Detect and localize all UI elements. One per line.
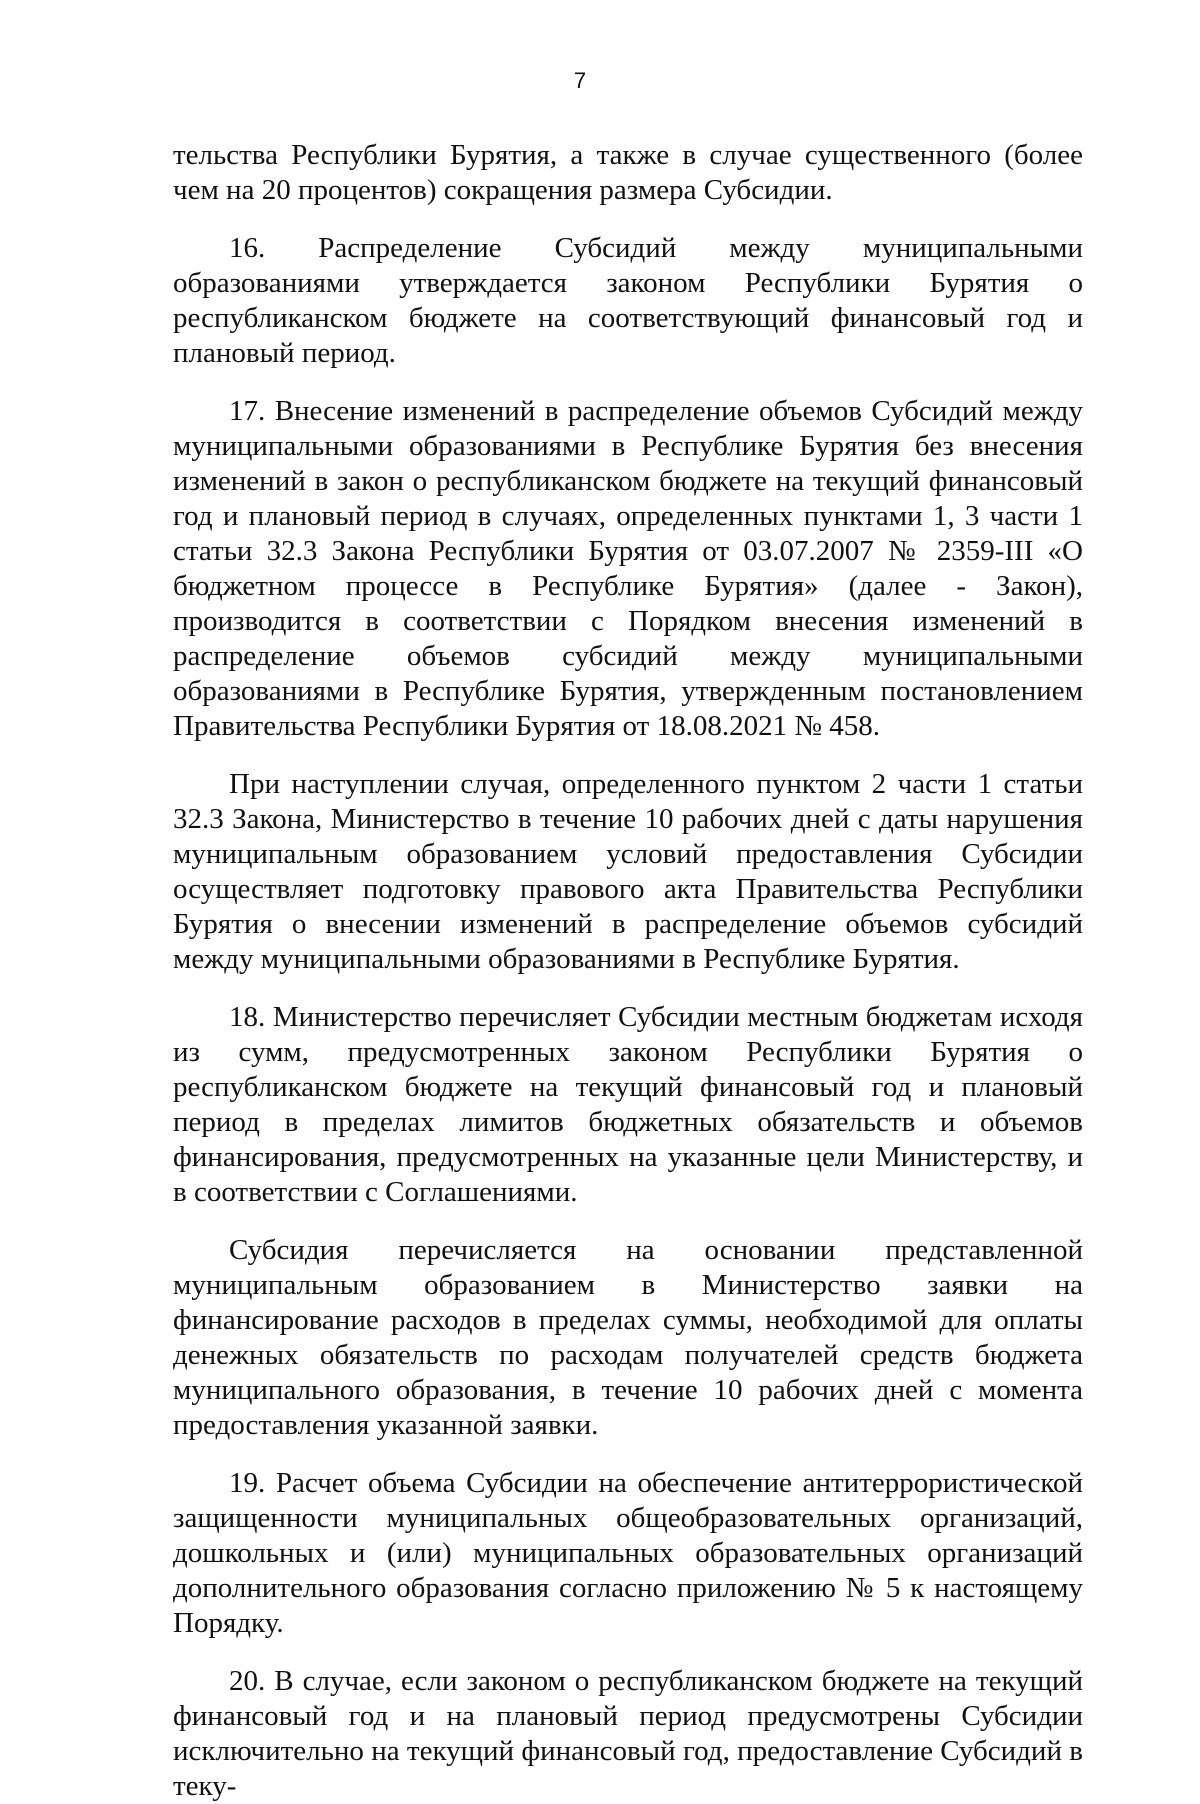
paragraph-item-18-transfer: Субсидия перечисляется на основании представленной муниципальным образованием в Министерство заявки на финансирование расходов в пределах суммы, необходимой для оплаты денежных обязательств по расходам получателей средств бюджета муниципального образования, в течение 10 рабочих дней с момента предоставления указанной заявки.	[173, 1234, 1083, 1441]
paragraph-item-19: 19. Расчет объема Субсидии на обеспечение антитеррористической защищенности муниципальных общеобразовательных организаций, дошкольных и (или) муниципальных образовательных организаций дополнительного образования согласно приложению № 5 к настоящему Порядку.	[173, 1467, 1083, 1639]
paragraph-continuation: тельства Республики Бурятия, а также в случае существенного (более чем на 20 процентов) сокращения размера Субсидии.	[173, 139, 1083, 206]
paragraph-item-17: 17. Внесение изменений в распределение объемов Субсидий между муниципальными образованиями в Республике Бурятия без внесения изменений в закон о республиканском бюджете на текущий финансовый год и плановый период в случаях, определенных пунктами 1, 3 части 1 статьи 32.3 Закона Республики Бурятия от 03.07.2007 № 2359-III «О бюджетном процессе в Республике Бурятия» (далее - Закон), производится в соответствии с Порядком внесения изменений в распределение объемов субсидий между муниципальными образованиями в Республике Бурятия, утвержденным постановлением Правительства Республики Бурятия от 18.08.2021 № 458.	[173, 395, 1083, 742]
paragraph-item-18: 18. Министерство перечисляет Субсидии местным бюджетам исходя из сумм, предусмотренных законом Республики Бурятия о республиканском бюджете на текущий финансовый год и плановый период в пределах лимитов бюджетных обязательств и объемов финансирования, предусмотренных на указанные цели Министерству, и в соответствии с Соглашениями.	[173, 1001, 1083, 1208]
paragraph-item-16: 16. Распределение Субсидий между муниципальными образованиями утверждается законом Республики Бурятия о республиканском бюджете на соответствующий финансовый год и плановый период.	[173, 232, 1083, 369]
paragraph-item-17-case-2: При наступлении случая, определенного пунктом 2 части 1 статьи 32.3 Закона, Министерство в течение 10 рабочих дней с даты нарушения муниципальным образованием условий предоставления Субсидии осуществляет подготовку правового акта Правительства Республики Бурятия о внесении изменений в распределение объемов субсидий между муниципальными образованиями в Республике Бурятия.	[173, 768, 1083, 975]
paragraph-item-20: 20. В случае, если законом о республиканском бюджете на текущий финансовый год и на плановый период предусмотрены Субсидии исключительно на текущий финансовый год, предоставление Субсидий в теку-	[173, 1665, 1083, 1802]
page-number: 7	[573, 68, 587, 93]
document-body	[173, 138, 1083, 1804]
